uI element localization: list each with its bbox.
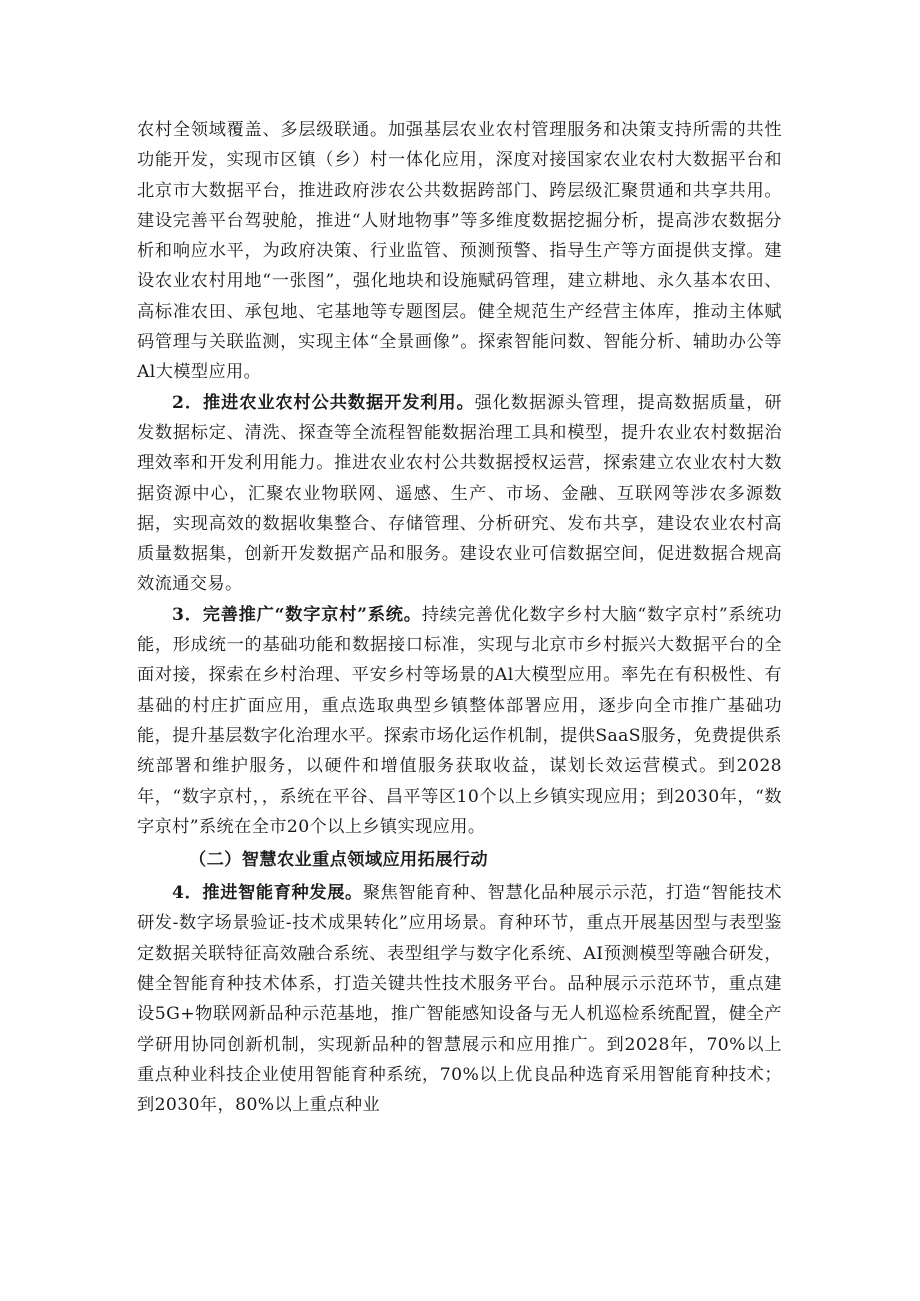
item-2-title: 2．推进农业农村公共数据开发利用。 <box>172 392 475 413</box>
item-4-body: 聚焦智能育种、智慧化品种展示示范，打造“智能技术研发-数字场景验证-技术成果转化”应用场景。育种环节，重点开展基因型与表型鉴定数据关联特征高效融合系统、表型组学与数字化系统、AI预测模型等融合研发，健全智能育种技术体系，打造关键共性技术服务平台。品种展示示范环节，重点建设5G+物联网新品种示范基地，推广智能感知设备与无人机巡检系统配置，健全产学研用协同创新机制，实现新品种的智慧展示和应用推广。到2028年，70%以上重点种业科技企业使用智能育种系统，70%以上优良品种选育采用智能育种技术；到2030年，80%以上重点种业 <box>137 883 782 1116</box>
section-heading-2: （二）智慧农业重点领域应用拓展行动 <box>189 850 488 871</box>
paragraph-item-4 <box>137 878 782 1120</box>
item-4-title: 4．推进智能育种发展。 <box>172 883 363 904</box>
paragraph-item-2 <box>137 388 782 600</box>
item-3-title: 3．完善推广“数字京村”系统。 <box>172 604 422 625</box>
paragraph-intro: 农村全领域覆盖、多层级联通。加强基层农业农村管理服务和决策支持所需的共性功能开发，实现市区镇（乡）村一体化应用，深度对接国家农业农村大数据平台和北京市大数据平台，推进政府涉农公共数据跨部门、跨层级汇聚贯通和共享共用。建设完善平台驾驶舱，推进“人财地物事”等多维度数据挖掘分析，提高涉农数据分析和响应水平，为政府决策、行业监管、预测预警、指导生产等方面提供支撑。建设农业农村用地“一张图”，强化地块和设施赋码管理，建立耕地、永久基本农田、高标准农田、承包地、宅基地等专题图层。健全规范生产经营主体库，推动主体赋码管理与关联监测，实现主体“全景画像”。探索智能问数、智能分析、辅助办公等Al大模型应用。 <box>137 120 782 383</box>
paragraph-item-3 <box>137 600 782 842</box>
document-body <box>137 115 782 1121</box>
item-3-body: 持续完善优化数字乡村大脑“数字京村”系统功能，形成统一的基础功能和数据接口标准，实现与北京市乡村振兴大数据平台的全面对接，探索在乡村治理、平安乡村等场景的Al大模型应用。率先在有积极性、有基础的村庄扩面应用，重点选取典型乡镇整体部署应用，逐步向全市推广基础功能，提升基层数字化治理水平。探索市场化运作机制，提供SaaS服务，免费提供系统部署和维护服务，以硬件和增值服务获取收益，谋划长效运营模式。到2028年，“数字京村，，系统在平谷、昌平等区10个以上乡镇实现应用；到2030年，“数字京村”系统在全市20个以上乡镇实现应用。 <box>137 604 782 837</box>
item-2-body: 强化数据源头管理，提高数据质量，研发数据标定、清洗、探查等全流程智能数据治理工具和模型，提升农业农村数据治理效率和开发利用能力。推进农业农村公共数据授权运营，探索建立农业农村大数据资源中心，汇聚农业物联网、遥感、生产、市场、金融、互联网等涉农多源数据，实现高效的数据收集整合、存储管理、分析研究、发布共享，建设农业农村高质量数据集，创新开发数据产品和服务。建设农业可信数据空间，促进数据合规高效流通交易。 <box>137 392 782 595</box>
